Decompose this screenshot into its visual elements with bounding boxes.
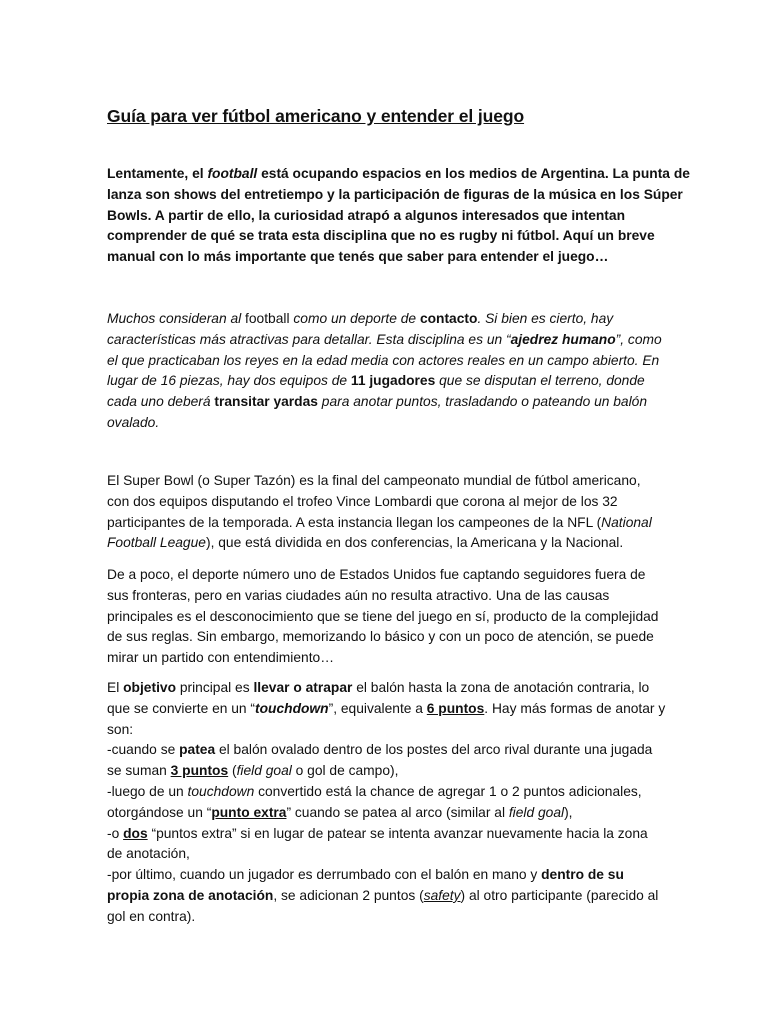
poco-line-5: mirar un partido con entendimiento… <box>107 650 335 666</box>
objetivo-line-6: -luego de un touchdown convertido está la chance de agregar 1 o 2 puntos adicionales, <box>107 783 642 799</box>
italic-line-6: ovalado. <box>107 414 160 430</box>
poco-line-1: De a poco, el deporte número uno de Estados Unidos fue captando seguidores fuera de <box>107 567 646 582</box>
objetivo-paragraph <box>107 678 666 928</box>
objetivo-line-10: -por último, cuando un jugador es derrumbado con el balón en mano y dentro de su <box>107 867 624 883</box>
intro-line-5: manual con lo más importante que tenés que saber para entender el juego… <box>107 249 609 265</box>
objetivo-line-9: de anotación, <box>107 846 190 862</box>
intro-line-2: lanza son shows del entretiempo y la participación de figuras de la música en los Súper <box>107 186 683 202</box>
poco-paragraph <box>107 565 663 669</box>
intro-line-1: Lentamente, el football está ocupando espacios en los medios de Argentina. La punta de <box>107 166 690 181</box>
superbowl-line-1: El Super Bowl (o Super Tazón) es la final del campeonato mundial de fútbol americano, <box>107 473 641 488</box>
poco-line-4: de sus reglas. Sin embargo, memorizando lo básico y con un poco de atención, se puede <box>107 629 654 645</box>
page-title: Guía para ver fútbol americano y entender el juego <box>107 105 525 126</box>
italic-line-4: lugar de 16 piezas, hay dos equipos de 11 jugadores que se disputan el terreno, donde <box>107 373 645 389</box>
objetivo-line-2: que se convierte en un “touchdown”, equivalente a 6 puntos. Hay más formas de anotar y <box>107 700 666 716</box>
objetivo-line-11: propia zona de anotación, se adicionan 2 puntos (safety) al otro participante (parecido al <box>107 887 659 903</box>
italic-line-3: el que practicaban los reyes en la edad media con actores reales en un campo abierto. En <box>107 352 660 368</box>
italic-line-1: Muchos consideran al football como un deporte de contacto. Si bien es cierto, hay <box>107 311 614 326</box>
intro-paragraph <box>107 164 690 268</box>
poco-line-3: principales es el desconocimiento que se tiene del juego en sí, producto de la complejidad <box>107 608 659 624</box>
superbowl-line-4: Football League), que está dividida en dos conferencias, la Americana y la Nacional. <box>107 535 624 551</box>
objetivo-line-3: son: <box>107 721 134 737</box>
intro-line-3: Bowls. A partir de ello, la curiosidad atrapó a algunos interesados que intentan <box>107 207 625 223</box>
italic-line-5: cada uno deberá transitar yardas para anotar puntos, trasladando o pateando un balón <box>107 394 648 410</box>
superbowl-line-3: participantes de la temporada. A esta instancia llegan los campeones de la NFL (National <box>107 514 652 530</box>
intro-line-4: comprender de qué se trata esta disciplina que no es rugby ni fútbol. Aquí un breve <box>107 228 655 244</box>
italic-line-2: características más atractivas para detallar. Esta disciplina es un “ajedrez humano”, como <box>107 331 662 347</box>
italic-paragraph <box>107 309 663 434</box>
objetivo-line-5: se suman 3 puntos (field goal o gol de campo), <box>107 763 399 779</box>
objetivo-line-12: gol en contra). <box>107 908 196 924</box>
objetivo-line-4: -cuando se patea el balón ovalado dentro de los postes del arco rival durante una jugada <box>107 742 653 758</box>
objetivo-line-1: El objetivo principal es llevar o atrapar el balón hasta la zona de anotación contraria, lo <box>107 680 650 695</box>
objetivo-line-7: otorgándose un “punto extra” cuando se patea al arco (similar al field goal), <box>107 804 573 820</box>
poco-line-2: sus fronteras, pero en varias ciudades aún no resulta atractivo. Una de las causas <box>107 587 610 603</box>
superbowl-paragraph <box>107 471 663 554</box>
superbowl-line-2: con dos equipos disputando el trofeo Vince Lombardi que corona al mejor de los 32 <box>107 493 618 509</box>
objetivo-line-8: -o dos “puntos extra” si en lugar de patear se intenta avanzar nuevamente hacia la zona <box>107 825 648 841</box>
